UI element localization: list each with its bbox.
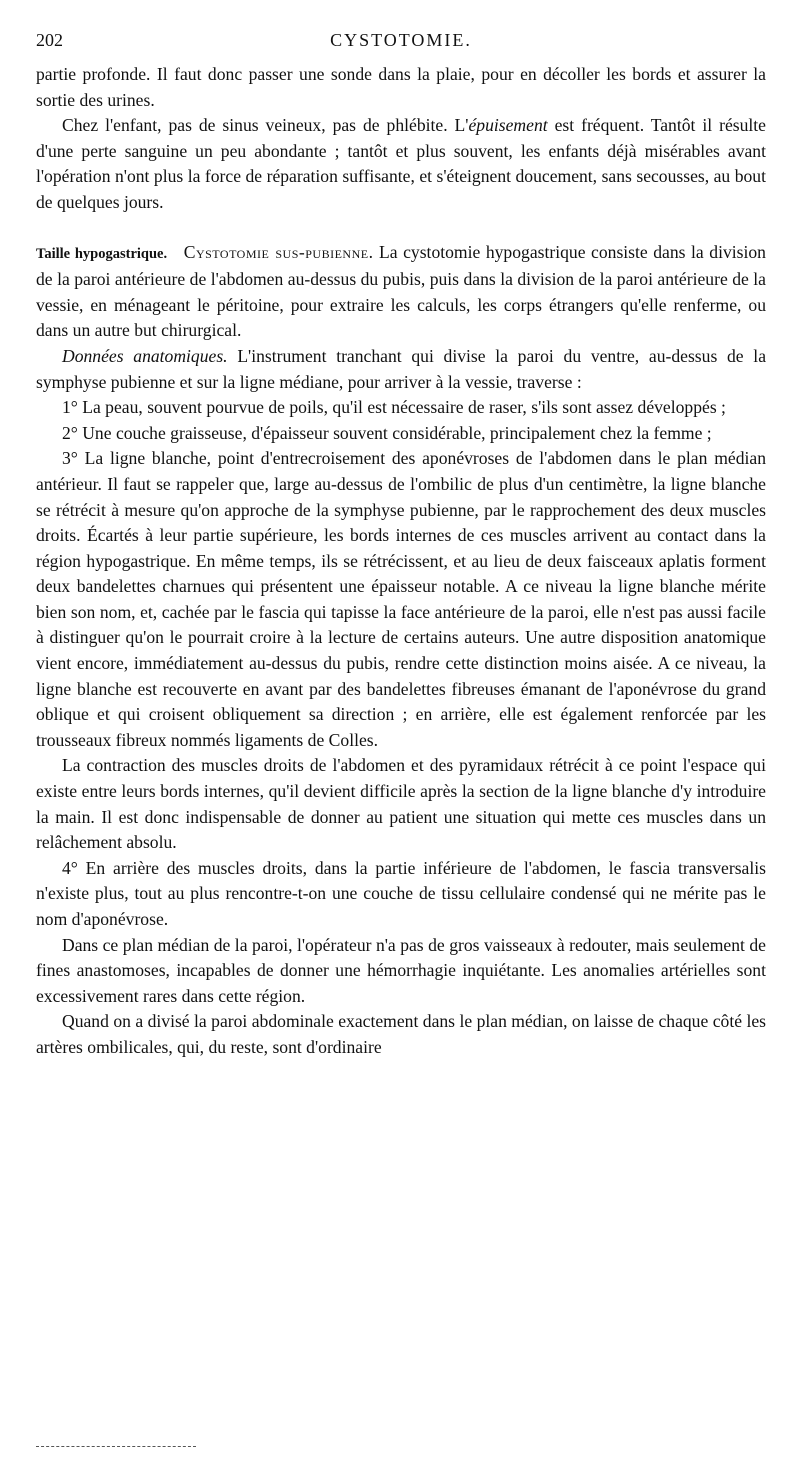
anatomy-paragraph (36, 344, 766, 395)
page-header (36, 26, 766, 54)
list-item-4: 4° En arrière des muscles droits, dans la partie inférieure de l'abdomen, le fascia transversalis n'existe plus, tout au plus rencontre-t-on une couche de tissu cellulaire condensé qui ne mérite pas le nom d'aponévrose. (36, 857, 766, 929)
plan-paragraph: Dans ce plan médian de la paroi, l'opérateur n'a pas de gros vaisseaux à redouter, mais seulement de fines anastomoses, incapables de donner une hémorrhagie inquiétante. Les anomalies artérielles sont excessivement rares dans cette région. (36, 934, 766, 1006)
paragraph-continuation: partie profonde. Il faut donc passer une sonde dans la plaie, pour en décoller les bords et assurer la sortie des urines. (36, 64, 766, 110)
child-rest: est fréquent. Tantôt il résulte d'une perte sanguine un peu abondante ; tantôt et plus souvent, les enfants déjà misérables avant l'opération n'ont plus la force de réparation suffisante, et s'éteignent doucement, sans secousses, au bout de quelques jours. (36, 115, 766, 212)
anatomy-label: Données anatomiques. (62, 345, 228, 366)
list-item-2: 2° Une couche graisseuse, d'épaisseur souvent considérable, principalement chez la femme ; (62, 422, 712, 443)
paragraph-child: Chez l'enfant, pas de sinus veineux, pas de phlébite. L'épuisement est fréquent. Tantôt il résulte d'une perte sanguine un peu abondante ; tantôt et plus souvent, les enfants déjà misérables avant l'opération n'ont plus la force de réparation suffisante, et s'éteignent doucement, sans secousses, au bout de quelques jours. (36, 115, 766, 212)
page (36, 26, 766, 1061)
anatomy-text: L'instrument tranchant qui divise la paroi du ventre, au-dessus de la symphyse pubienne et sur la ligne médiane, pour arriver à la vessie, traverse : (36, 345, 767, 392)
page-number: 202 (36, 30, 63, 50)
footer-rule (36, 1446, 196, 1447)
contraction-paragraph: La contraction des muscles droits de l'abdomen et des pyramidaux rétrécit à ce point l'espace qui existe entre leurs bords internes, qu'il devient difficile après la section de la ligne blanche d'y introduire la main. Il est donc indispensable de donner au patient une situation qui mette ces muscles dans un relâchement absolu. (36, 755, 766, 853)
list-item-1: 1° La peau, souvent pourvue de poils, qu'il est nécessaire de raser, s'ils sont assez développés ; (62, 397, 726, 418)
last-paragraph: Quand on a divisé la paroi abdominale exactement dans le plan médian, on laisse de chaque côté les artères ombilicales, qui, du reste, sont d'ordinaire (36, 1011, 766, 1057)
section-subtitle: Cystotomie sus-pubienne. (183, 241, 374, 262)
section-title: Taille hypogastrique. (36, 245, 168, 262)
child-lead: Chez l'enfant, pas de sinus veineux, pas de phlébite. (62, 115, 448, 136)
section-intro-text: La cystotomie hypogastrique consiste dans la division de la paroi antérieure de l'abdomen au-dessus du pubis, puis dans la division de la paroi antérieure de la vessie, en ménageant le péritoine, pour extraire les calculs, les corps étrangers qu'elle renferme, ou dans un autre but chirurgical. (36, 241, 766, 341)
epuisement-term: épuisement (468, 115, 548, 136)
running-title: CYSTOTOMIE. (330, 30, 472, 50)
list-item-3: 3° La ligne blanche, point d'entrecroisement des aponévroses de l'abdomen dans le plan médian antérieur. Il faut se rappeler que, large au-dessus de l'ombilic de plus d'un centimètre, la ligne blanche se rétrécit à mesure qu'on approche de la symphyse pubienne, par le rapprochement des deux muscles droits. Écartés à leur partie supérieure, les bords internes de ces muscles arrivent au contact dans la région hypogastrique. En même temps, ils se rétrécissent, et au lieu de deux faisceaux aplatis forment deux bandelettes charnues qui présentent une épaisseur notable. A ce niveau la ligne blanche mérite bien son nom, et, cachée par le fascia qui tapisse la face antérieure de la paroi, elle n'est pas aussi facile à distinguer qu'on le pourrait croire à la lecture de certains auteurs. Une autre disposition anatomique vient encore, immédiatement au-dessus du pubis, rendre cette distinction moins aisée. A ce niveau, la ligne blanche est recouverte en avant par des bandelettes fibreuses émanant de l'aponévrose du grand oblique et qui croisent obliquement sa direction ; en arrière, elle est également renforcée par les trousseaux fibreux nommés ligaments de Colles. (36, 448, 766, 750)
section-intro (36, 240, 766, 344)
